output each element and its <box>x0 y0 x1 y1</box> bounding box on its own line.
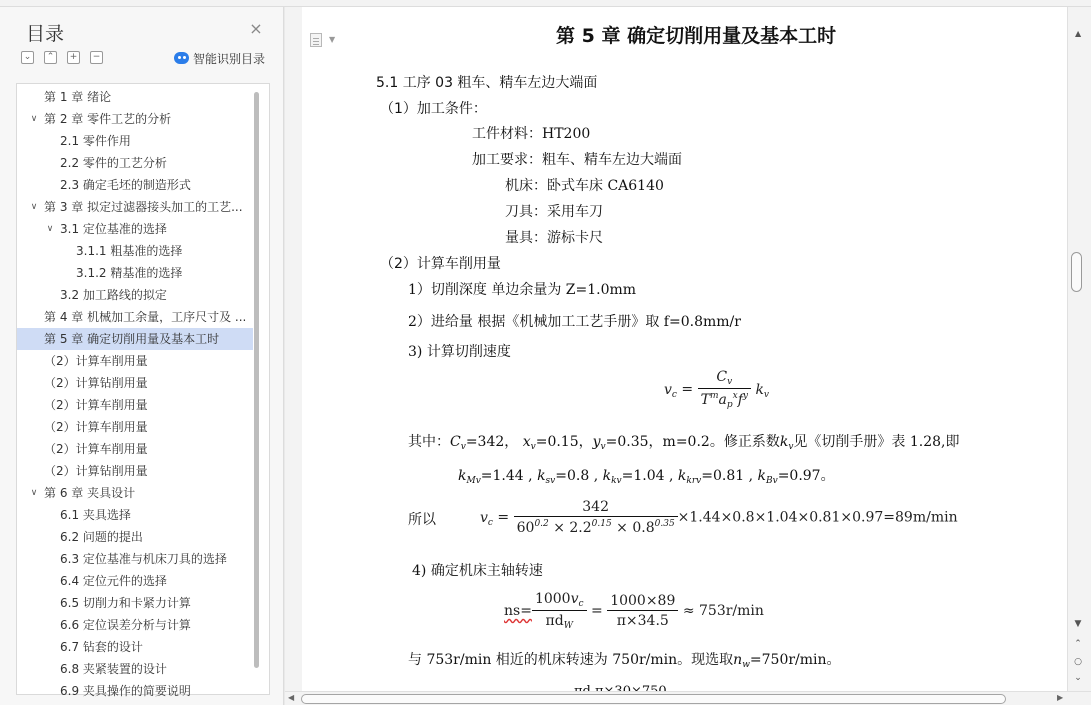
ns-result: ≈ 753r/min <box>682 603 764 619</box>
so-label: 所以 <box>408 512 436 528</box>
condition-machine: 机床：卧式车床 CA6140 <box>505 178 664 194</box>
close-icon[interactable]: × <box>249 19 263 38</box>
toc-title: 目录 <box>26 23 65 45</box>
toc-item[interactable] <box>17 240 253 262</box>
toc-item-label: 6.8 夹紧装置的设计 <box>60 662 167 676</box>
expand-all-icon[interactable]: ⌃ <box>44 51 57 64</box>
ai-assistant-icon <box>174 52 189 64</box>
conditions-heading: （1）加工条件： <box>380 101 487 117</box>
toc-item-label: 3.1.2 精基准的选择 <box>76 266 183 280</box>
toc-item[interactable] <box>17 460 253 482</box>
toc-item[interactable] <box>17 174 253 196</box>
toc-item-label: 第 3 章 拟定过滤器接头加工的工艺... <box>44 200 243 214</box>
toc-item[interactable] <box>17 680 253 702</box>
formula-vc: $v_c$ = $\frac{C_v}{T^ma_p^xf^y}$ $k_v$ <box>664 369 770 410</box>
toc-item-label: 第 6 章 夹具设计 <box>44 486 136 500</box>
coef-ref: 见《切削手册》表 1.28,即 <box>793 434 960 450</box>
toc-item-label: 3.2 加工路线的拟定 <box>60 288 167 302</box>
speed-selection-text: 与 753r/min 相近的机床转速为 750r/min。现选取 <box>408 652 734 668</box>
chevron-down-icon[interactable]: ∨ <box>30 114 38 124</box>
smart-toc-button[interactable] <box>174 49 265 67</box>
k-kv: =1.04 <box>621 468 665 484</box>
prev-page-icon[interactable]: ⌃ <box>1074 639 1082 649</box>
page-dot-icon[interactable]: ○ <box>1074 657 1082 667</box>
toc-scrollbar[interactable] <box>254 92 259 668</box>
k-values-line: $k_{Mv}=1.44$ , $k_{sv}=0.8$ , $k_{kv}=1.04$ , $k_{krv}=0.81$ , $k_{Bv}=0.97$。 <box>458 468 835 486</box>
toc-item[interactable] <box>17 328 253 350</box>
toc-item[interactable] <box>17 636 253 658</box>
scroll-right-icon[interactable]: ▶ <box>1057 693 1064 702</box>
toc-item-label: 6.9 夹具操作的简要说明 <box>60 684 191 698</box>
scroll-up-icon[interactable]: ▲ <box>1075 29 1082 38</box>
k-sv: =0.8 <box>555 468 590 484</box>
condition-gauge: 量具：游标卡尺 <box>505 230 603 246</box>
step-feed: 2）进给量 根据《机械加工工艺手册》取 f=0.8mm/r <box>408 314 741 330</box>
vertical-scrollbar[interactable] <box>1067 7 1091 691</box>
toc-item[interactable] <box>17 526 253 548</box>
toc-item[interactable] <box>17 504 253 526</box>
toc-item-label: 6.3 定位基准与机床刀具的选择 <box>60 552 227 566</box>
horizontal-scroll-thumb[interactable] <box>301 694 1006 704</box>
toc-item-label: 2.3 确定毛坯的制造形式 <box>60 178 191 192</box>
document-margin <box>285 7 302 705</box>
collapse-all-icon[interactable]: ⌄ <box>21 51 34 64</box>
k-krv: =0.81 <box>701 468 745 484</box>
toc-item[interactable] <box>17 152 253 174</box>
toc-list-panel <box>16 83 270 698</box>
chevron-down-icon[interactable]: ∨ <box>46 224 54 234</box>
chevron-down-icon[interactable]: ∨ <box>30 488 38 498</box>
toc-item[interactable] <box>17 108 253 130</box>
toc-item-label: 6.4 定位元件的选择 <box>60 574 167 588</box>
condition-tool: 刀具：采用车刀 <box>505 204 603 220</box>
toc-item[interactable] <box>17 372 253 394</box>
formula-vc-numeric: $v_c$ = $\frac{342}{60^{0.2} \times 2.2^{0.15} \times 0.8^{0.35}}$ ×1.44×0.8×1.04×0.81×0.97=89m/min <box>480 499 958 536</box>
toc-item[interactable] <box>17 86 253 108</box>
chevron-down-icon[interactable]: ∨ <box>30 202 38 212</box>
toc-item[interactable] <box>17 416 253 438</box>
coef-tail: =0.2。修正系数 <box>675 434 780 450</box>
vc-numerator: 342 <box>514 499 678 517</box>
horizontal-scrollbar[interactable] <box>285 691 1091 705</box>
toc-item-label: （2）计算车削用量 <box>44 442 148 456</box>
vc-result: ×1.44×0.8×1.04×0.81×0.97=89m/min <box>677 509 958 526</box>
toc-item-label: 6.5 切削力和卡紧力计算 <box>60 596 191 610</box>
toc-sidebar <box>0 7 284 705</box>
toc-toolbar <box>21 51 103 65</box>
condition-requirement: 加工要求：粗车、精车左边大端面 <box>472 152 682 168</box>
toc-item-label: 6.2 问题的提出 <box>60 530 143 544</box>
next-page-icon[interactable]: ⌄ <box>1074 673 1082 683</box>
toc-item-label: （2）计算钻削用量 <box>44 464 148 478</box>
toc-item[interactable] <box>17 196 253 218</box>
toc-item-label: 3.1 定位基准的选择 <box>60 222 167 236</box>
dropdown-arrow-icon[interactable]: ▼ <box>329 35 336 44</box>
toc-item[interactable] <box>17 548 253 570</box>
toc-item[interactable] <box>17 592 253 614</box>
toc-item-label: 2.2 零件的工艺分析 <box>60 156 167 170</box>
remove-entry-icon[interactable]: − <box>90 51 103 64</box>
toc-item-label: （2）计算钻削用量 <box>44 376 148 390</box>
chapter-heading: 第 5 章 确定切削用量及基本工时 <box>556 25 837 47</box>
toc-item-label: 3.1.1 粗基准的选择 <box>76 244 183 258</box>
toc-item[interactable] <box>17 262 253 284</box>
step-spindle: 4) 确定机床主轴转速 <box>412 563 543 579</box>
ns-label: ns= <box>504 603 532 619</box>
toc-item[interactable] <box>17 658 253 680</box>
toc-item[interactable] <box>17 284 253 306</box>
calc-heading: （2）计算车削用量 <box>380 256 501 272</box>
ns-denominator: π×34.5 <box>616 613 669 629</box>
toc-item[interactable] <box>17 394 253 416</box>
ns-numerator: 1000×89 <box>607 593 678 611</box>
toc-list <box>17 86 253 702</box>
toc-item[interactable] <box>17 350 253 372</box>
toc-item[interactable] <box>17 218 253 240</box>
toc-item-label: 6.1 夹具选择 <box>60 508 131 522</box>
k-bv: =0.97。 <box>777 468 835 484</box>
toc-item-label: 第 1 章 绪论 <box>44 90 112 104</box>
toc-item[interactable] <box>17 614 253 636</box>
section-heading: 5.1 工序 03 粗车、精车左边大端面 <box>376 75 598 91</box>
vertical-scroll-thumb[interactable] <box>1071 252 1082 292</box>
step-depth: 1）切削深度 单边余量为 Z=1.0mm <box>408 282 637 298</box>
toc-item[interactable] <box>17 130 253 152</box>
condition-material: 工件材料：HT200 <box>472 126 591 142</box>
document-page <box>302 7 1067 691</box>
step-speed: 3) 计算切削速度 <box>408 344 511 360</box>
scroll-down-icon[interactable]: ▼ <box>1074 619 1082 629</box>
toc-item-label: 6.7 钻套的设计 <box>60 640 143 654</box>
toc-item-label: 6.6 定位误差分析与计算 <box>60 618 191 632</box>
toc-item-label: 第 5 章 确定切削用量及基本工时 <box>44 332 220 346</box>
cv-value: =342， <box>465 434 519 450</box>
top-toolbar-strip <box>0 0 1091 7</box>
toc-item[interactable] <box>17 482 253 504</box>
toc-item-label: （2）计算车削用量 <box>44 354 148 368</box>
toc-item[interactable] <box>17 570 253 592</box>
toc-item-label: （2）计算车削用量 <box>44 420 148 434</box>
formula-ns: ns= $\frac{1000v_c}{\pi d_W}$ = $\frac{1000\times 89}{\pi\times 34.5}$ ≈ 753r/min <box>504 591 764 631</box>
toc-item[interactable] <box>17 438 253 460</box>
toc-item-label: 第 2 章 零件工艺的分析 <box>44 112 172 126</box>
toc-item-label: 第 4 章 机械加工余量，工序尺寸及 ... <box>44 310 247 324</box>
toc-item-label: 2.1 零件作用 <box>60 134 131 148</box>
speed-selection-line: 与 753r/min 相近的机床转速为 750r/min。现选取$n_w=750r/\min$。 <box>408 652 841 670</box>
k-mv: =1.44 <box>480 468 524 484</box>
smart-toc-label: 智能识别目录 <box>193 51 266 66</box>
coefficients-line: 其中：$C_v=342$， $x_v=0.15$，$y_v=0.35$，m=0.2。修正系数$k_v$见《切削手册》表 1.28,即 <box>408 434 960 452</box>
page-view-icon[interactable] <box>310 33 322 47</box>
scroll-left-icon[interactable]: ◀ <box>288 693 295 702</box>
add-entry-icon[interactable]: + <box>67 51 80 64</box>
toc-item[interactable] <box>17 306 253 328</box>
toc-item-label: （2）计算车削用量 <box>44 398 148 412</box>
where-label: 其中： <box>408 434 450 450</box>
speed-selection-value: =750r/min。 <box>749 652 841 668</box>
